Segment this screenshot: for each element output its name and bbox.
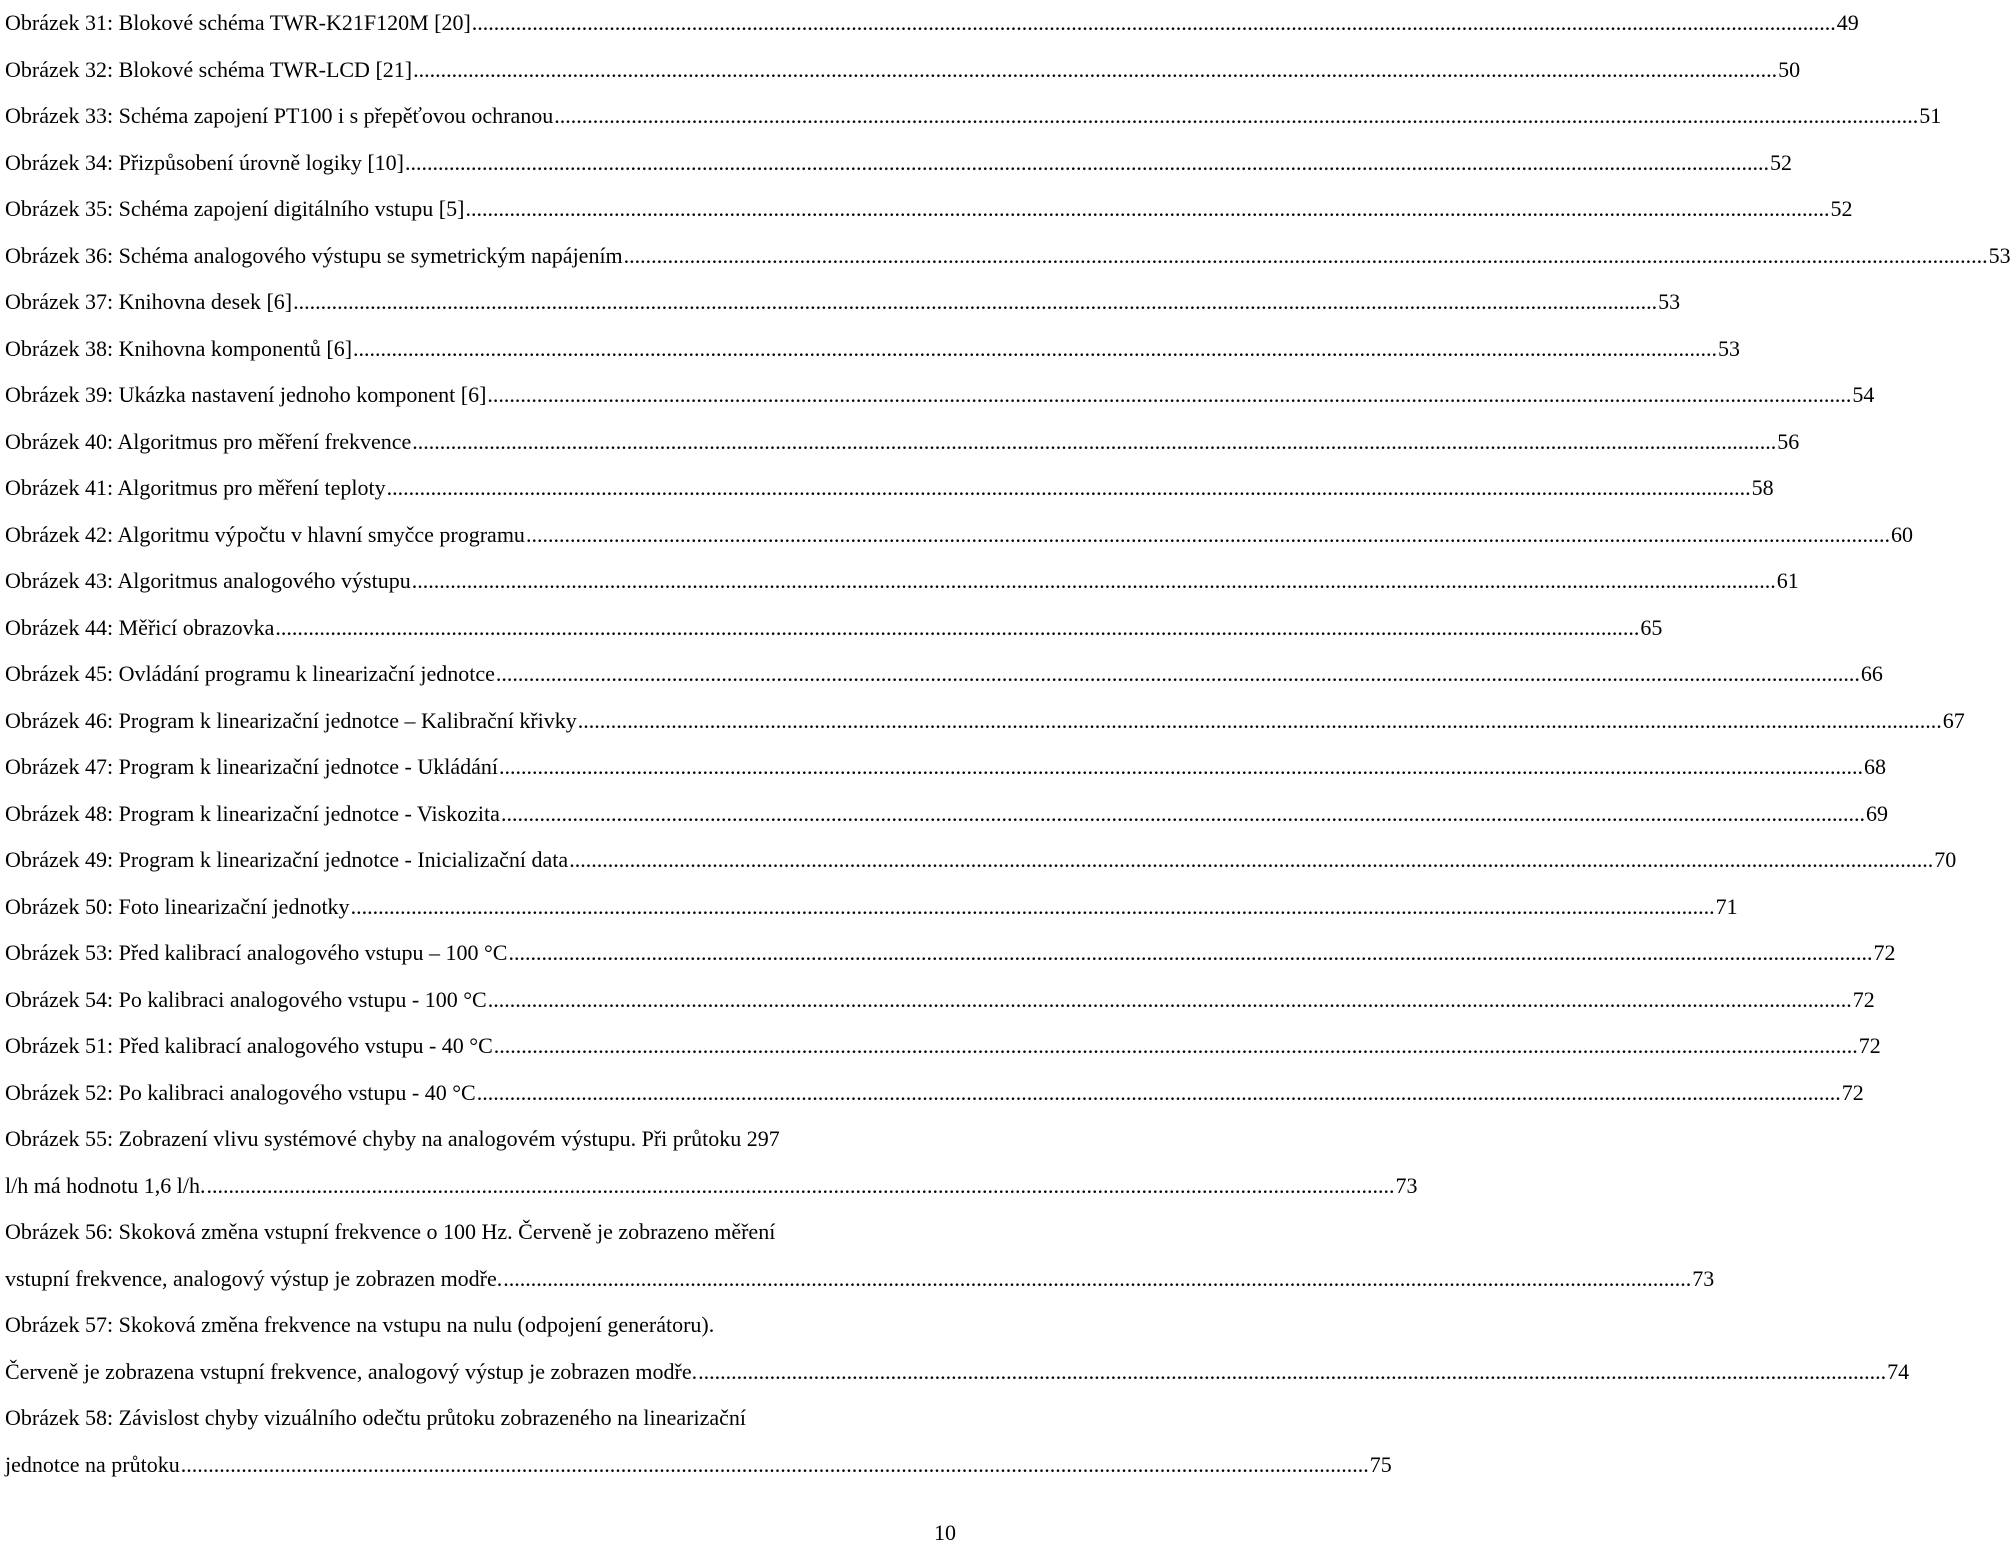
toc-entry-page: 72 [1852,986,1875,1012]
toc-entry-title: Obrázek 35: Schéma zapojení digitálního vstupu [5] [5,196,465,221]
toc-entry-title-line2: jednotce na průtoku [5,1451,180,1477]
page-number: 10 [934,1520,956,1545]
toc-entry-multiline[interactable] [5,1302,1910,1395]
toc-entry-page: 71 [1715,893,1738,919]
toc-entry[interactable] [5,47,1801,94]
dot-leader [293,279,1657,326]
dot-leader [508,930,1872,977]
toc-entry-title: Obrázek 43: Algoritmus analogového výstupu [5,568,411,593]
dot-leader: ........................................................................................................................................................................................................................ [503,1265,1692,1291]
dot-leader [624,233,1988,280]
dot-leader [569,837,1933,884]
toc-entry-title: Obrázek 46: Program k linearizační jednotce – Kalibrační křivky [5,707,577,733]
toc-entry-title: Obrázek 52: Po kalibraci analogového vstupu - 40 °C [5,1079,476,1105]
toc-entry-page: 68 [1863,754,1886,779]
toc-entry-title-line2: l/h má hodnotu 1,6 l/h. [5,1172,206,1198]
dot-leader [472,0,1836,47]
toc-entry-page: 67 [1942,707,1965,733]
toc-entry-title: Obrázek 50: Foto linearizační jednotky [5,893,350,919]
toc-entry[interactable] [5,0,1859,47]
toc-entry-title: Obrázek 33: Schéma zapojení PT100 i s přepěťovou ochranou [5,103,554,128]
toc-entry-title: Obrázek 31: Blokové schéma TWR-K21F120M [20] [5,10,471,35]
dot-leader [412,558,1776,605]
toc-entry[interactable] [5,744,1886,791]
toc-entry[interactable] [5,326,1741,373]
table-of-figures [5,0,2011,1488]
toc-entry[interactable] [5,1023,1881,1070]
dot-leader [412,419,1776,466]
dot-leader: ........................................................................................................................................................................................................................ [698,1358,1887,1384]
toc-entry-title: Obrázek 53: Před kalibrací analogového vstupu – 100 °C [5,940,508,965]
toc-entry-title: Obrázek 36: Schéma analogového výstupu se symetrickým napájením [5,242,623,268]
toc-entry[interactable] [5,930,1896,977]
dot-leader [351,884,1715,931]
toc-entry-title: Obrázek 45: Ovládání programu k linearizační jednotce [5,661,495,686]
toc-entry-title-line1: Obrázek 57: Skoková změna frekvence na vstupu na nulu (odpojení generátoru). [5,1312,715,1337]
toc-entry[interactable] [5,465,1774,512]
toc-entry[interactable] [5,791,1888,838]
toc-entry[interactable] [5,884,1738,931]
toc-entry-title-line1: Obrázek 58: Závislost chyby vizuálního odečtu průtoku zobrazeného na linearizační [5,1405,747,1430]
toc-entry-title: Obrázek 41: Algoritmus pro měření teploty [5,475,386,500]
dot-leader [494,1023,1858,1070]
toc-entry-page: 74 [1887,1358,1910,1384]
toc-entry[interactable] [5,279,1681,326]
toc-entry-page: 72 [1858,1033,1881,1058]
toc-entry-page: 61 [1776,568,1799,593]
dot-leader [465,186,1829,233]
toc-entry-page: 58 [1751,475,1774,500]
toc-entry-page: 56 [1777,428,1800,454]
toc-entry-page: 50 [1778,56,1801,82]
dot-leader [496,651,1860,698]
toc-entry-title: Obrázek 48: Program k linearizační jednotce - Viskozita [5,800,500,826]
toc-entry-title: Obrázek 34: Přizpůsobení úrovně logiky [10] [5,149,404,175]
toc-entry[interactable] [5,140,1792,187]
toc-entry-page: 51 [1919,103,1942,128]
toc-entry[interactable] [5,1070,1864,1117]
toc-entry-page: 49 [1836,10,1859,35]
toc-entry-title-line2: Červeně je zobrazena vstupní frekvence, analogový výstup je zobrazen modře. [5,1358,698,1384]
toc-entry[interactable] [5,977,1875,1024]
dot-leader: ........................................................................................................................................................................................................................ [180,1451,1369,1477]
toc-entry-title-line1: Obrázek 56: Skoková změna vstupní frekvence o 100 Hz. Červeně je zobrazeno měření [5,1219,776,1244]
toc-entry-page: 73 [1395,1172,1418,1198]
toc-entry-title: Obrázek 39: Ukázka nastavení jednoho komponent [6] [5,382,487,407]
dot-leader [477,1070,1841,1117]
dot-leader [275,605,1639,652]
toc-entry-multiline[interactable] [5,1209,1715,1302]
toc-entry-page: 54 [1852,382,1875,407]
toc-entry[interactable] [5,512,1913,559]
toc-entry-page: 69 [1865,800,1888,826]
toc-multi-list [5,1116,1910,1488]
toc-entry-title: Obrázek 44: Měřicí obrazovka [5,614,275,640]
toc-entry[interactable] [5,698,1965,745]
toc-entry-page: 52 [1769,149,1792,175]
toc-entry[interactable] [5,651,1883,698]
toc-entry[interactable] [5,605,1663,652]
toc-entry-page: 52 [1830,196,1853,221]
dot-leader [526,512,1890,559]
dot-leader [487,372,1851,419]
dot-leader [578,698,1942,745]
dot-leader [387,465,1751,512]
toc-entry-page: 72 [1873,940,1896,965]
toc-entry[interactable] [5,837,1957,884]
toc-entry-page: 75 [1369,1451,1392,1477]
toc-entry-title: Obrázek 32: Blokové schéma TWR-LCD [21] [5,56,413,82]
dot-leader [554,93,1918,140]
dot-leader [353,326,1717,373]
toc-entry-page: 66 [1860,661,1883,686]
toc-entry[interactable] [5,372,1875,419]
toc-entry[interactable] [5,558,1799,605]
toc-entry-page: 53 [1658,289,1681,314]
toc-entry-page: 72 [1841,1079,1864,1105]
toc-single-list [5,0,2011,1116]
toc-entry-multiline[interactable] [5,1116,1418,1209]
toc-entry[interactable] [5,93,1942,140]
toc-entry-title: Obrázek 47: Program k linearizační jednotce - Ukládání [5,754,498,779]
toc-entry-page: 65 [1640,614,1663,640]
toc-entry-title: Obrázek 37: Knihovna desek [6] [5,289,293,314]
toc-entry-title: Obrázek 51: Před kalibrací analogového vstupu - 40 °C [5,1033,493,1058]
dot-leader [501,791,1865,838]
toc-entry-page: 53 [1988,242,2011,268]
dot-leader [413,47,1777,94]
toc-entry-page: 70 [1934,847,1957,872]
toc-entry[interactable] [5,186,1853,233]
dot-leader: ........................................................................................................................................................................................................................ [206,1172,1395,1198]
toc-entry[interactable] [5,419,1800,466]
toc-entry-title: Obrázek 54: Po kalibraci analogového vstupu - 100 °C [5,986,487,1012]
toc-entry-title: Obrázek 38: Knihovna komponentů [6] [5,335,353,361]
toc-entry-title-line1: Obrázek 55: Zobrazení vlivu systémové chyby na analogovém výstupu. Při průtoku 297 [5,1126,780,1151]
toc-entry-title: Obrázek 40: Algoritmus pro měření frekvence [5,428,412,454]
toc-entry-title: Obrázek 42: Algoritmu výpočtu v hlavní smyčce programu [5,521,525,547]
toc-entry-title: Obrázek 49: Program k linearizační jednotce - Inicializační data [5,847,569,872]
toc-entry-multiline[interactable] [5,1395,1392,1488]
toc-entry-page: 73 [1692,1265,1715,1291]
dot-leader [488,977,1852,1024]
dot-leader [499,744,1863,791]
toc-entry[interactable] [5,233,2011,280]
toc-entry-page: 53 [1718,335,1741,361]
toc-entry-page: 60 [1890,521,1913,547]
toc-entry-title-line2: vstupní frekvence, analogový výstup je zobrazen modře. [5,1265,503,1291]
dot-leader [405,140,1769,187]
